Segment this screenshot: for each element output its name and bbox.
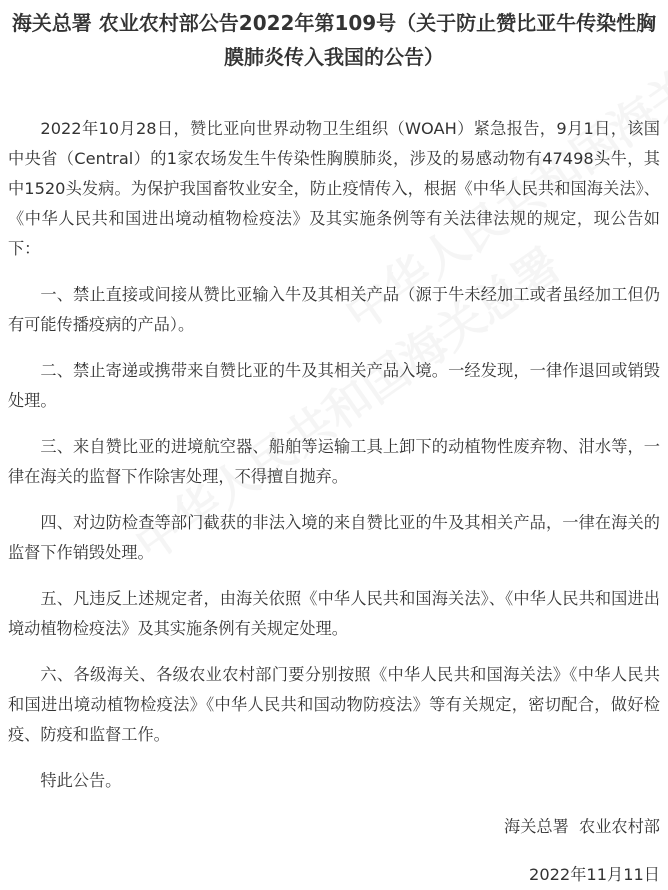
signature: 海关总署 农业农村部 xyxy=(504,817,660,836)
paragraph-item-1: 一、禁止直接或间接从赞比亚输入牛及其相关产品（源于牛未经加工或者虽经加工但仍有可能传播疫病的产品）。 xyxy=(8,285,660,334)
paragraph-intro: 2022年10月28日，赞比亚向世界动物卫生组织（WOAH）紧急报告，9月1日，该国中央省（Central）的1家农场发生牛传染性胸膜肺炎，涉及的易感动物有47498头牛，其中1520头发病。为保护我国畜牧业安全，防止疫情传入，根据《中华人民共和国海关法》、《中华人民共和国进出境动植物检疫法》及其实施条例等有关法律法规的规定，现公告如下： xyxy=(8,119,660,258)
paragraph-item-5: 五、凡违反上述规定者，由海关依照《中华人民共和国海关法》、《中华人民共和国进出境动植物检疫法》及其实施条例有关规定处理。 xyxy=(8,589,660,638)
page-title: 海关总署 农业农村部公告2022年第109号（关于防止赞比亚牛传染性胸膜肺炎传入我国的公告） xyxy=(11,11,657,69)
paragraph-item-2: 二、禁止寄递或携带来自赞比亚的牛及其相关产品入境。一经发现，一律作退回或销毁处理。 xyxy=(8,361,660,410)
paragraph-item-4: 四、对边防检查等部门截获的非法入境的来自赞比亚的牛及其相关产品，一律在海关的监督下作销毁处理。 xyxy=(8,513,660,562)
paragraph-item-3: 三、来自赞比亚的进境航空器、船舶等运输工具上卸下的动植物性废弃物、泔水等，一律在海关的监督下作除害处理，不得擅自抛弃。 xyxy=(8,437,660,486)
document-body xyxy=(0,114,668,890)
paragraph-closing: 特此公告。 xyxy=(40,771,122,790)
paragraph-item-6: 六、各级海关、各级农业农村部门要分别按照《中华人民共和国海关法》《中华人民共和国进出境动植物检疫法》《中华人民共和国动物防疫法》等有关规定，密切配合，做好检疫、防疫和监督工作。 xyxy=(8,665,660,744)
issue-date: 2022年11月11日 xyxy=(529,865,660,884)
